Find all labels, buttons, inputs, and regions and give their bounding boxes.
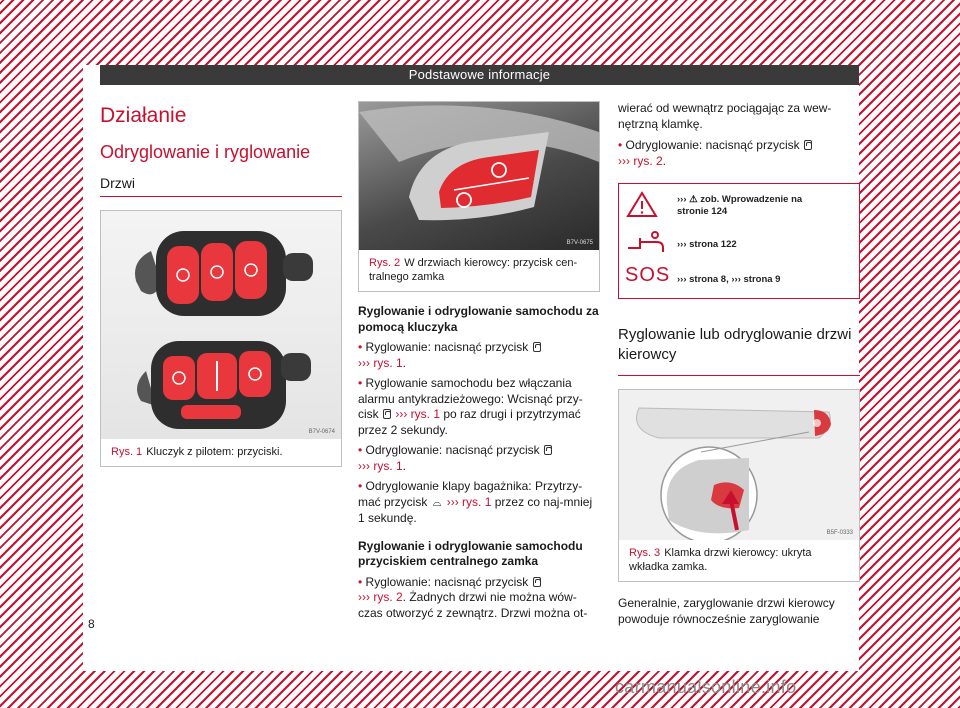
paragraph: Generalnie, zaryglowanie drzwi kierowcy powoduje równocześnie zaryglowanie (618, 596, 835, 626)
door-handle-image (619, 390, 859, 540)
figure-caption-text: W drzwiach kierowcy: przycisk cen-tralnego zamka (369, 257, 578, 283)
bullet-text: Odryglowanie klapy bagażnika: Przytrzy-mać przycisk (358, 479, 583, 509)
bullet-text: Ryglowanie samochodu bez włączania alarmu antykradzieżowego: Wcisnąć przy-cisk (358, 376, 583, 421)
trunk-icon: ⌓ (432, 496, 442, 509)
column-2 (358, 101, 600, 621)
section-title: Działanie (100, 104, 187, 127)
figure-1 (100, 210, 342, 467)
subsection-title: Odryglowanie i ryglowanie (100, 142, 311, 162)
bullet-central-unlock: • Odryglowanie: nacisnąć przycisk ››› rys. 2. (618, 138, 860, 169)
unlock-icon (544, 445, 552, 455)
car-care-icon (625, 230, 667, 256)
bullet-text: Odryglowanie: nacisnąć przycisk (625, 138, 800, 152)
door-switch-image (359, 102, 599, 250)
figure-ref[interactable]: ››› rys. 1 (358, 458, 403, 473)
figure-ref[interactable]: ››› rys. 2 (358, 590, 403, 604)
heading-central-locking: Ryglowanie i odryglowanie samochodu przyciskiem centralnego zamka (358, 538, 583, 568)
figure-3 (618, 389, 860, 582)
lock-icon (533, 577, 541, 587)
page-number: 8 (88, 617, 95, 631)
bullet-text: Ryglowanie: nacisnąć przycisk (365, 340, 529, 354)
bullet-central-lock: • Ryglowanie: nacisnąć przycisk ››› rys. 2. Żadnych drzwi nie można wów-czas otworzyć z zewnątrz. Drzwi można ot- (358, 574, 588, 620)
lock-icon (383, 409, 391, 419)
bullet-text: Odryglowanie: nacisnąć przycisk (365, 443, 540, 457)
sos-ref[interactable]: ››› strona 8, ››› strona 9 (677, 274, 781, 285)
figure-label: Rys. 1 (111, 446, 143, 458)
figure-ref[interactable]: ››› rys. 1 (358, 355, 403, 370)
figure-caption-text: Kluczyk z pilotem: przyciski. (146, 446, 283, 458)
figure-caption (101, 439, 341, 466)
column-3 (618, 101, 860, 627)
warning-ref[interactable]: ››› ⚠ zob. Wprowadzenie na stronie 124 (677, 194, 803, 217)
figure-ref[interactable]: ››› rys. 1 (395, 407, 441, 421)
continued-text: wierać od wewnątrz pociągając za wew-nętrzną klamkę. (618, 101, 832, 131)
bullet-tail: przez co naj-mniej 1 sekundę. (358, 494, 593, 525)
figure-code: B5F-0333 (826, 530, 853, 536)
figure-code: B7V-0674 (308, 429, 335, 435)
figure-label: Rys. 2 (369, 257, 401, 269)
heading-key-locking: Ryglowanie i odryglowanie samochodu za pomocą kluczyka (358, 304, 599, 334)
bullet-tail: po raz drugi i przytrzymać przez 2 sekundy. (358, 407, 581, 437)
figure-caption (359, 250, 599, 291)
figure-2 (358, 101, 600, 292)
doors-heading: Drzwi (100, 175, 342, 197)
figure-code: B7V-0675 (566, 240, 593, 246)
key-remote-image (101, 211, 341, 439)
bullet-text: Ryglowanie: nacisnąć przycisk (365, 574, 529, 589)
bullet-lock-no-alarm: • Ryglowanie samochodu bez włączania alarmu antykradzieżowego: Wcisnąć przy-cisk ››› rys. 1 po raz drugi i przytrzymać przez 2 sekundy. (358, 376, 583, 437)
bullet-trunk: • Odryglowanie klapy bagażnika: Przytrzy-mać przycisk ⌓ ››› rys. 1 przez co naj-mniej 1 sekundę. (358, 479, 593, 525)
page-header: Podstawowe informacje (100, 65, 859, 85)
bullet-lock: • Ryglowanie: nacisnąć przycisk ››› rys. 1. (358, 340, 600, 371)
sos-icon: SOS (625, 264, 671, 286)
bullet-unlock: • Odryglowanie: nacisnąć przycisk ››› rys. 1. (358, 443, 600, 474)
figure-ref[interactable]: ››› rys. 1 (446, 494, 492, 509)
lock-icon (533, 342, 541, 352)
figure-label: Rys. 3 (629, 547, 661, 559)
care-ref[interactable]: ››› strona 122 (677, 239, 737, 250)
figure-caption (619, 540, 859, 581)
figure-ref[interactable]: ››› rys. 2 (618, 153, 663, 168)
unlock-icon (804, 140, 812, 150)
figure-caption-text: Klamka drzwi kierowcy: ukryta wkładka zamka. (629, 547, 812, 573)
watermark: carmanualsonline.info (615, 677, 797, 697)
section-2-title: Ryglowanie lub odryglowanie drzwi kierowcy (618, 325, 860, 376)
bullet-tail: . Żadnych drzwi nie można wów-czas otworzyć z zewnątrz. Drzwi można ot- (358, 590, 588, 620)
column-1 (100, 98, 342, 467)
warning-triangle-icon (625, 190, 659, 218)
cross-reference-box (618, 183, 860, 299)
